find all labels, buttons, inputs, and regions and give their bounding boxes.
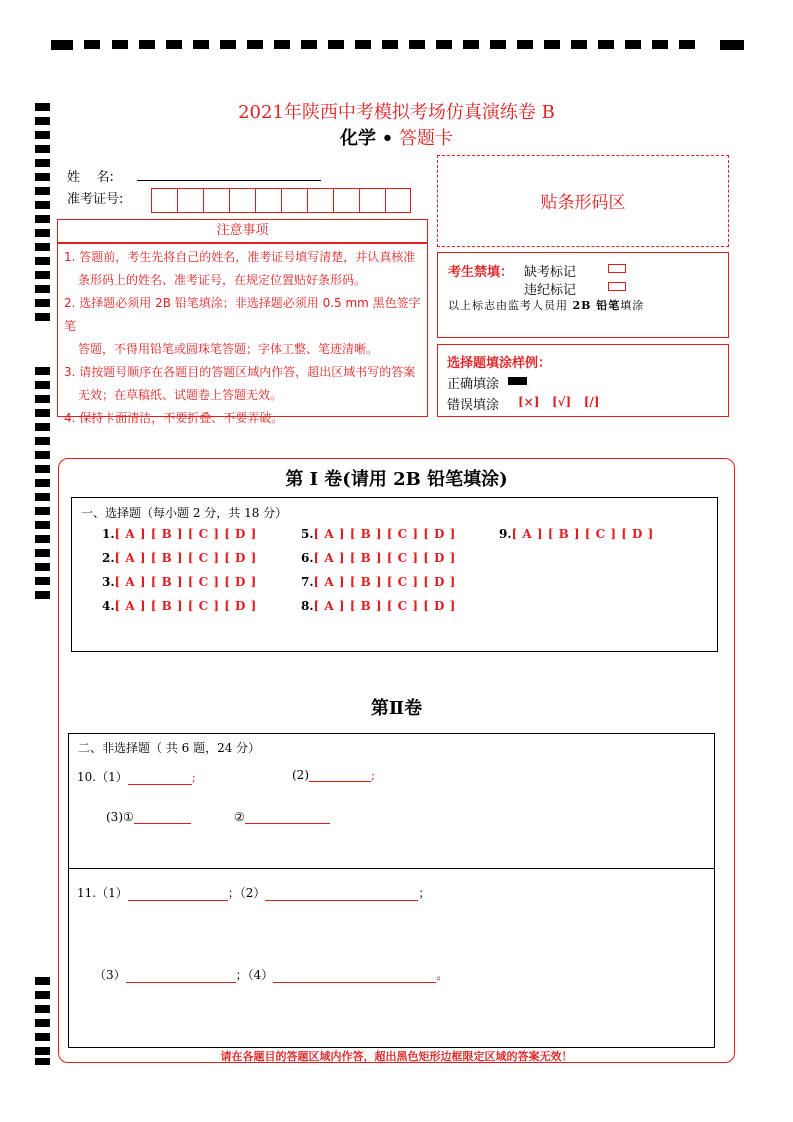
nonchoice-section-title: 二、非选择题（ 共 6 题，24 分）: [78, 741, 261, 755]
q-options[interactable]: [ A ] [ B ] [ C ] [ D ]: [313, 551, 456, 565]
q-num: 3.: [102, 575, 115, 589]
sample-box: [437, 344, 729, 417]
choice-q2[interactable]: [102, 551, 257, 565]
q11-semi: ；: [418, 886, 431, 900]
card-label: 答题卡: [398, 128, 453, 149]
notice-item-2: 2. 选择题必须用 2B 铅笔填涂；非选择题必须用 0.5 mm 黑色签字笔: [64, 296, 421, 333]
footer-warning: 请在各题目的答题区域内作答，超出黑色矩形边框限定区域的答案无效！: [220, 1050, 573, 1063]
violation-mark-label: 违纪标记: [524, 283, 577, 298]
notice-item-3: 3. 请按题号顺序在各题目的答题区域内作答，超出区域书写的答案: [64, 365, 416, 379]
id-box[interactable]: [307, 188, 333, 213]
q10-part4-label: ②: [234, 810, 245, 824]
barcode-label: 贴条形码区: [540, 193, 626, 213]
q10-semi: ;: [371, 768, 376, 782]
choice-q6[interactable]: [301, 551, 456, 565]
q11-part1-field[interactable]: [128, 887, 228, 901]
q11-part2-label: ；（2）: [227, 886, 266, 900]
id-box[interactable]: [229, 188, 255, 213]
q-options[interactable]: [ A ] [ B ] [ C ] [ D ]: [114, 551, 257, 565]
q-divider: [69, 868, 714, 869]
sample-title: [447, 352, 551, 371]
id-box[interactable]: [359, 188, 385, 213]
id-box[interactable]: [281, 188, 307, 213]
q-num: 8.: [301, 599, 314, 613]
id-box[interactable]: [177, 188, 203, 213]
correct-fill-sample: [508, 377, 527, 385]
id-box[interactable]: [151, 188, 177, 213]
notice-header: [57, 219, 428, 243]
separator-dot: •: [381, 128, 394, 149]
exam-id-label: 准考证号:: [67, 192, 124, 207]
choice-q9[interactable]: [499, 527, 654, 541]
wrong-label: 错误填涂: [447, 398, 500, 413]
q-num: 1.: [102, 527, 115, 541]
exam-id-boxes[interactable]: [151, 188, 411, 213]
wrong-marks: [×] [√] [/]: [518, 395, 600, 409]
q10-semi: ;: [191, 770, 196, 784]
q10-part3-label: (3)①: [106, 810, 134, 824]
q-num: 2.: [102, 551, 115, 565]
q-options[interactable]: [ A ] [ B ] [ C ] [ D ]: [114, 527, 257, 541]
notice-box: [57, 243, 428, 425]
q10-line1: [77, 768, 196, 785]
missing-mark-box[interactable]: [608, 264, 626, 273]
q10-part1-label: 10.（1）: [77, 770, 128, 784]
id-box[interactable]: [255, 188, 281, 213]
q11-part3-field[interactable]: [126, 969, 236, 983]
correct-label: 正确填涂: [447, 377, 500, 392]
q10-part2-label: (2): [292, 768, 309, 782]
name-field[interactable]: [137, 180, 321, 181]
q10-line2b: [234, 810, 330, 824]
choice-q1[interactable]: [102, 527, 257, 541]
q11-part4-label: ；（4）: [235, 968, 274, 982]
choice-q3[interactable]: [102, 575, 257, 589]
forbidden-note-text: 以上标志由监考人员用: [448, 299, 568, 312]
q11-part3-label: （3）: [94, 968, 126, 982]
notice-item-1b: 条形码上的姓名、准考证号，在规定位置贴好条形码。: [78, 273, 367, 287]
forbidden-note-end: 填涂: [620, 299, 645, 312]
part1-title: 第 I 卷(请用 2B 铅笔填涂): [285, 469, 508, 490]
q11-line1: [77, 884, 430, 901]
q11-line2: [94, 966, 448, 983]
q-options[interactable]: [ A ] [ B ] [ C ] [ D ]: [313, 575, 456, 589]
choice-section-title: 一、选择题（每小题 2 分，共 18 分）: [81, 506, 288, 520]
q-options[interactable]: [ A ] [ B ] [ C ] [ D ]: [511, 527, 654, 541]
forbidden-note-bold: 2B 铅笔: [572, 299, 621, 312]
q11-end: 。: [436, 968, 449, 982]
q-options[interactable]: [ A ] [ B ] [ C ] [ D ]: [313, 527, 456, 541]
name-label: 姓 名:: [67, 170, 114, 185]
q-num: 4.: [102, 599, 115, 613]
id-box[interactable]: [203, 188, 229, 213]
card-subtitle: [0, 124, 793, 150]
forbidden-box: [437, 252, 729, 338]
q-num: 6.: [301, 551, 314, 565]
q-num: 5.: [301, 527, 314, 541]
forbidden-note: [448, 297, 644, 313]
q11-part2-field[interactable]: [265, 887, 418, 901]
q-num: 9.: [499, 527, 512, 541]
q11-part4-field[interactable]: [273, 969, 436, 983]
forbidden-label: 考生禁填：: [448, 265, 514, 280]
id-box[interactable]: [385, 188, 411, 213]
choice-q5[interactable]: [301, 527, 456, 541]
q10-part4-field[interactable]: [245, 810, 330, 824]
q10-part1-field[interactable]: [128, 771, 192, 785]
barcode-area: [437, 155, 729, 247]
violation-mark-box[interactable]: [608, 282, 626, 291]
notice-item-4: 4. 保持卡面清洁，不要折叠、不要弄破。: [64, 411, 284, 425]
q-options[interactable]: [ A ] [ B ] [ C ] [ D ]: [313, 599, 456, 613]
subject-label: 化学: [340, 128, 376, 149]
q10-part3-field[interactable]: [134, 810, 191, 824]
missing-mark-label: 缺考标记: [524, 265, 577, 280]
id-box[interactable]: [333, 188, 359, 213]
notice-item-3b: 无效；在草稿纸、试题卷上答题无效。: [78, 388, 283, 402]
q-options[interactable]: [ A ] [ B ] [ C ] [ D ]: [114, 575, 257, 589]
q-num: 7.: [301, 575, 314, 589]
sample-title-text: 选择题填涂样例：: [447, 356, 552, 371]
notice-item-1: 1. 答题前，考生先将自己的姓名，准考证号填写清楚，并认真核准: [64, 250, 416, 264]
part2-title: 第Ⅱ卷: [370, 698, 423, 719]
choice-q4[interactable]: [102, 599, 257, 613]
q10-line2: [106, 810, 191, 824]
choice-q8[interactable]: [301, 599, 456, 613]
q10-part2-field[interactable]: [309, 768, 371, 782]
q-options[interactable]: [ A ] [ B ] [ C ] [ D ]: [114, 599, 257, 613]
q11-part1-label: 11.（1）: [77, 886, 128, 900]
exam-title: 2021年陕西中考模拟考场仿真演练卷 B: [238, 102, 555, 123]
q10-line1b: [292, 768, 375, 782]
choice-q7[interactable]: [301, 575, 456, 589]
notice-item-2b: 答题，不得用铅笔或圆珠笔答题；字体工整、笔迹清晰。: [78, 342, 379, 356]
notice-title: 注意事项: [216, 223, 269, 238]
